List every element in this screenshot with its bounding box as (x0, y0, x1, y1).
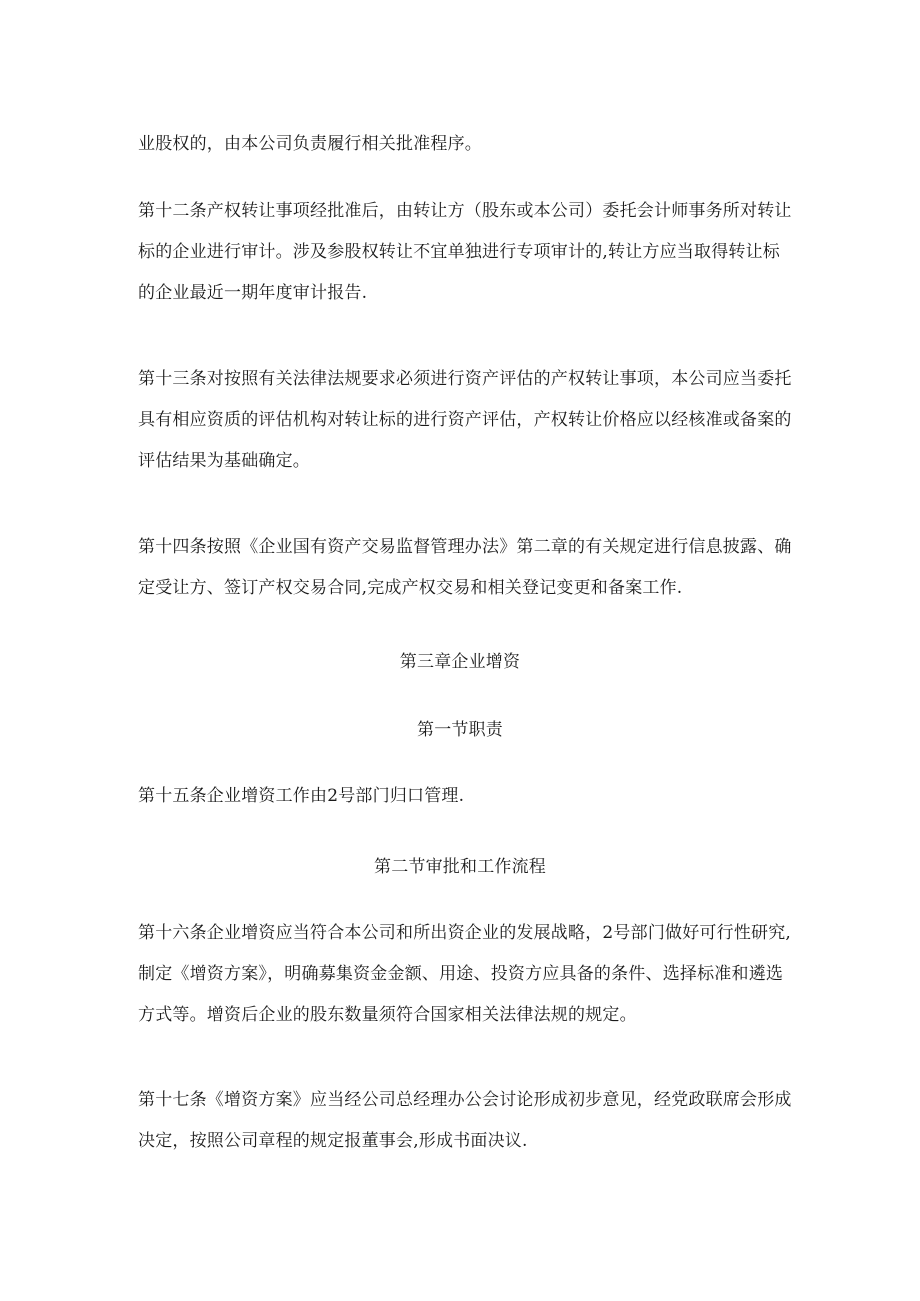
paragraph-article-13 (138, 359, 792, 482)
text-line: 第十四条按照《企业国有资产交易监督管理办法》第二章的有关规定进行信息披露、确 (138, 537, 792, 557)
text-line: 业股权的，由本公司负责履行相关批准程序。 (138, 134, 482, 154)
text-line: 定受让方、签订产权交易合同,完成产权交易和相关登记变更和备案工作. (138, 578, 683, 598)
paragraph-continuation (138, 124, 788, 165)
text-line: 第十六条企业增资应当符合本公司和所出资企业的发展战略，2号部门做好可行性研究, (138, 923, 792, 943)
section-heading-responsibilities: 第一节职责 (417, 720, 503, 740)
text-line: 第十三条对按照有关法律法规要求必须进行资产评估的产权转让事项，本公司应当委托 (138, 369, 792, 389)
text-line: 的企业最近一期年度审计报告. (138, 283, 368, 303)
paragraph-article-12 (138, 191, 792, 314)
text-line: 制定《增资方案》，明确募集资金金额、用途、投资方应具备的条件、选择标准和遴选 (138, 964, 784, 984)
text-line: 决定，按照公司章程的规定报董事会,形成书面决议. (138, 1131, 528, 1151)
paragraph-article-14 (138, 527, 792, 609)
text-line: 方式等。增资后企业的股东数量须符合国家相关法律法规的规定。 (138, 1005, 637, 1025)
text-line: 第十五条企业增资工作由2号部门归口管理. (138, 786, 465, 806)
text-line: 评估结果为基础确定。 (138, 451, 310, 471)
paragraph-article-17 (138, 1080, 792, 1162)
text-line: 第十二条产权转让事项经批准后，由转让方（股东或本公司）委托会计师事务所对转让 (138, 201, 792, 221)
paragraph-article-16 (138, 913, 792, 1036)
paragraph-article-15 (138, 776, 788, 817)
text-line: 具有相应资质的评估机构对转让标的进行资产评估，产权转让价格应以经核准或备案的 (138, 410, 792, 430)
chapter-heading: 第三章企业增资 (399, 652, 521, 672)
text-line: 标的企业进行审计。涉及参股权转让不宜单独进行专项审计的,转让方应当取得转让标 (138, 242, 781, 262)
section-heading-approval-process: 第二节审批和工作流程 (374, 857, 546, 877)
text-line: 第十七条《增资方案》应当经公司总经理办公会讨论形成初步意见，经党政联席会形成 (138, 1090, 792, 1110)
